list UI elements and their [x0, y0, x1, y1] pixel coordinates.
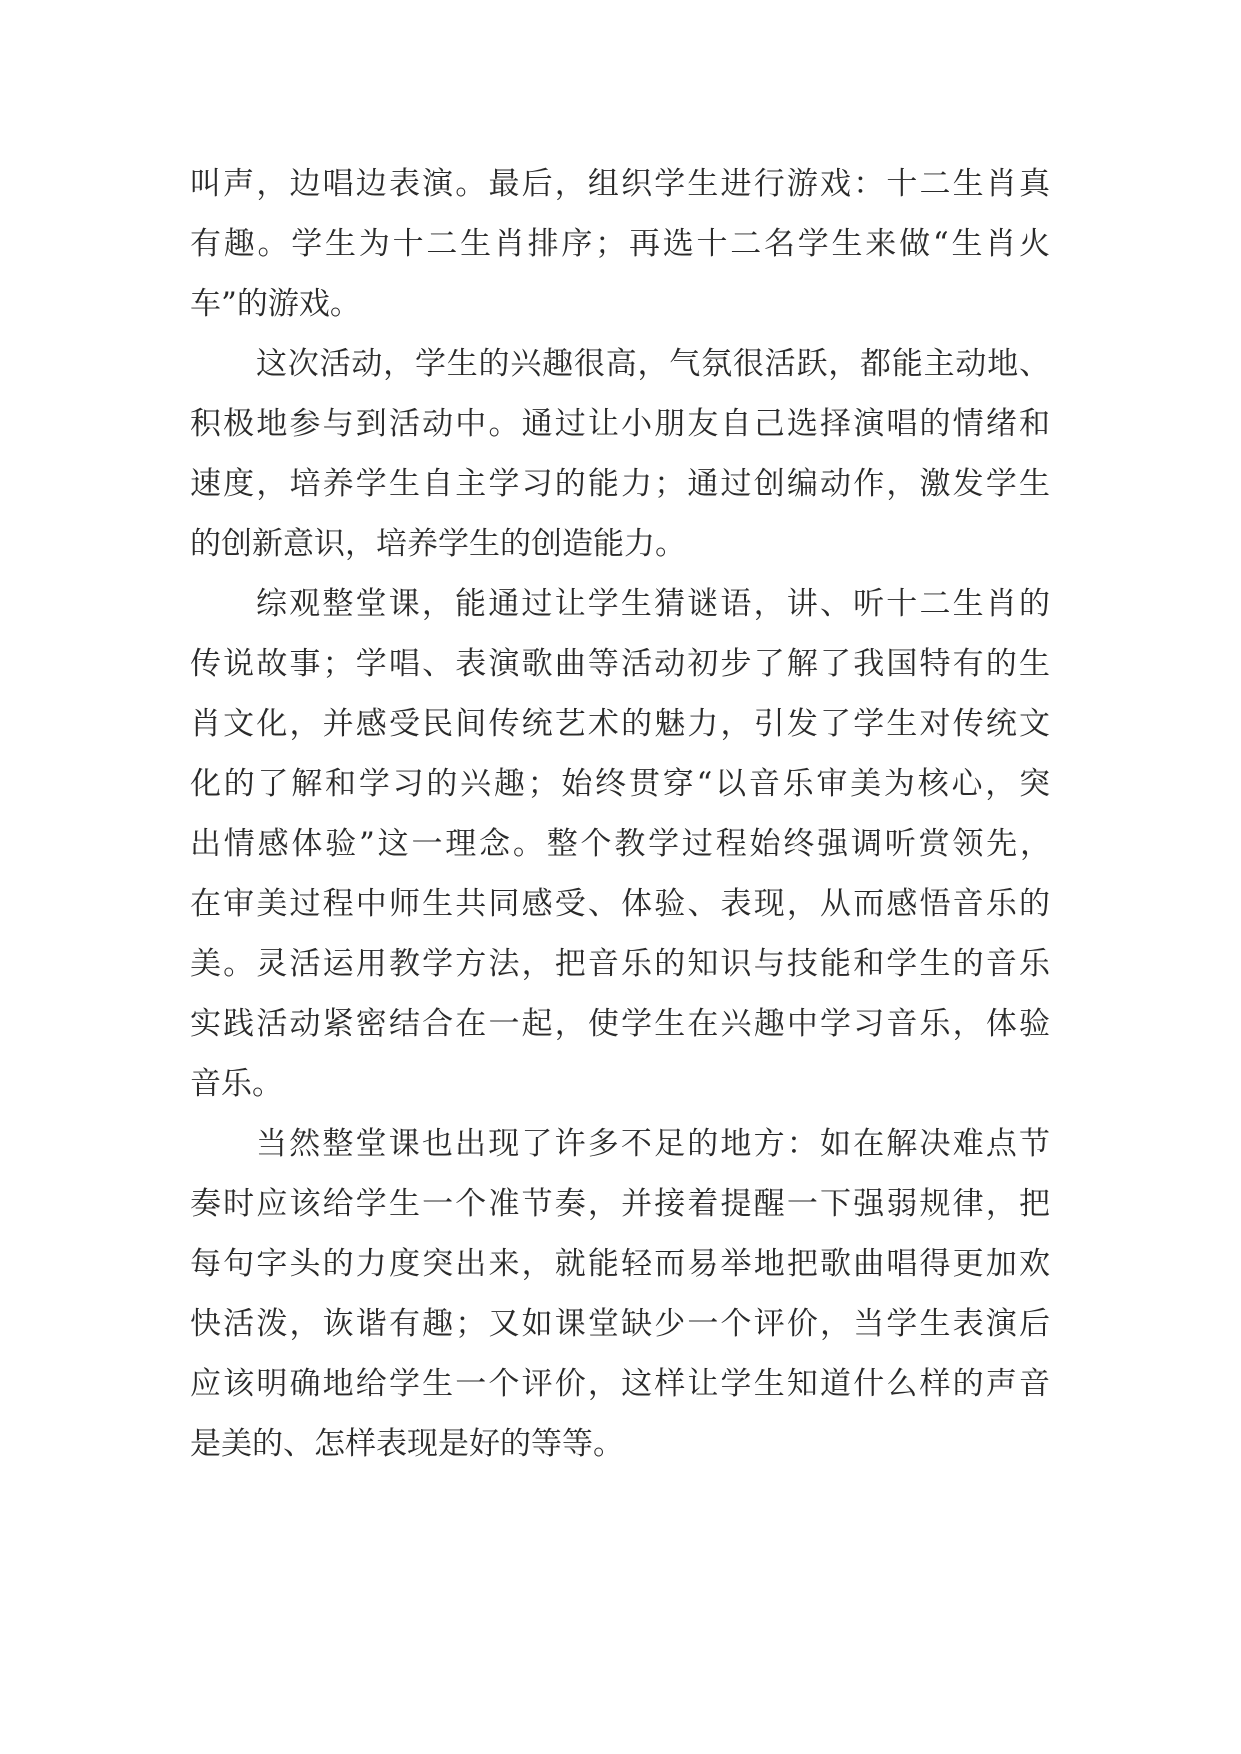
body-text-line: 出情感体验”这一理念。整个教学过程始终强调听赏领先，	[190, 826, 1050, 862]
body-text-line: 有趣。学生为十二生肖排序；再选十二名学生来做“生肖火	[190, 226, 1050, 262]
body-text-line: 奏时应该给学生一个准节奏，并接着提醒一下强弱规律，把	[190, 1186, 1050, 1222]
body-text-line: 快活泼，诙谐有趣；又如课堂缺少一个评价，当学生表演后	[190, 1306, 1050, 1342]
body-text-line: 美。灵活运用教学方法，把音乐的知识与技能和学生的音乐	[190, 946, 1050, 982]
body-text-line: 应该明确地给学生一个评价，这样让学生知道什么样的声音	[190, 1366, 1050, 1402]
body-text-line: 速度，培养学生自主学习的能力；通过创编动作，激发学生	[190, 466, 1050, 502]
body-text-line: 的创新意识，培养学生的创造能力。	[190, 526, 686, 562]
body-text-line: 音乐。	[190, 1066, 283, 1102]
body-text-line: 综观整堂课，能通过让学生猜谜语，讲、听十二生肖的	[256, 586, 1050, 622]
body-text-line: 叫声，边唱边表演。最后，组织学生进行游戏：十二生肖真	[190, 166, 1050, 202]
body-text-line: 在审美过程中师生共同感受、体验、表现，从而感悟音乐的	[190, 886, 1050, 922]
body-text-line: 是美的、怎样表现是好的等等。	[190, 1426, 624, 1462]
body-text-line: 积极地参与到活动中。通过让小朋友自己选择演唱的情绪和	[190, 406, 1050, 442]
body-text-line: 传说故事；学唱、表演歌曲等活动初步了解了我国特有的生	[190, 646, 1050, 682]
body-text-line: 车”的游戏。	[190, 286, 361, 322]
document-body	[190, 154, 1050, 1474]
body-text-line: 这次活动，学生的兴趣很高，气氛很活跃，都能主动地、	[256, 346, 1050, 382]
body-text-line: 实践活动紧密结合在一起，使学生在兴趣中学习音乐，体验	[190, 1006, 1050, 1042]
body-text-line: 肖文化，并感受民间传统艺术的魅力，引发了学生对传统文	[190, 706, 1050, 742]
body-text-line: 每句字头的力度突出来，就能轻而易举地把歌曲唱得更加欢	[190, 1246, 1050, 1282]
body-text-line: 当然整堂课也出现了许多不足的地方：如在解决难点节	[256, 1126, 1050, 1162]
body-text-line: 化的了解和学习的兴趣；始终贯穿“以音乐审美为核心，突	[190, 766, 1050, 802]
